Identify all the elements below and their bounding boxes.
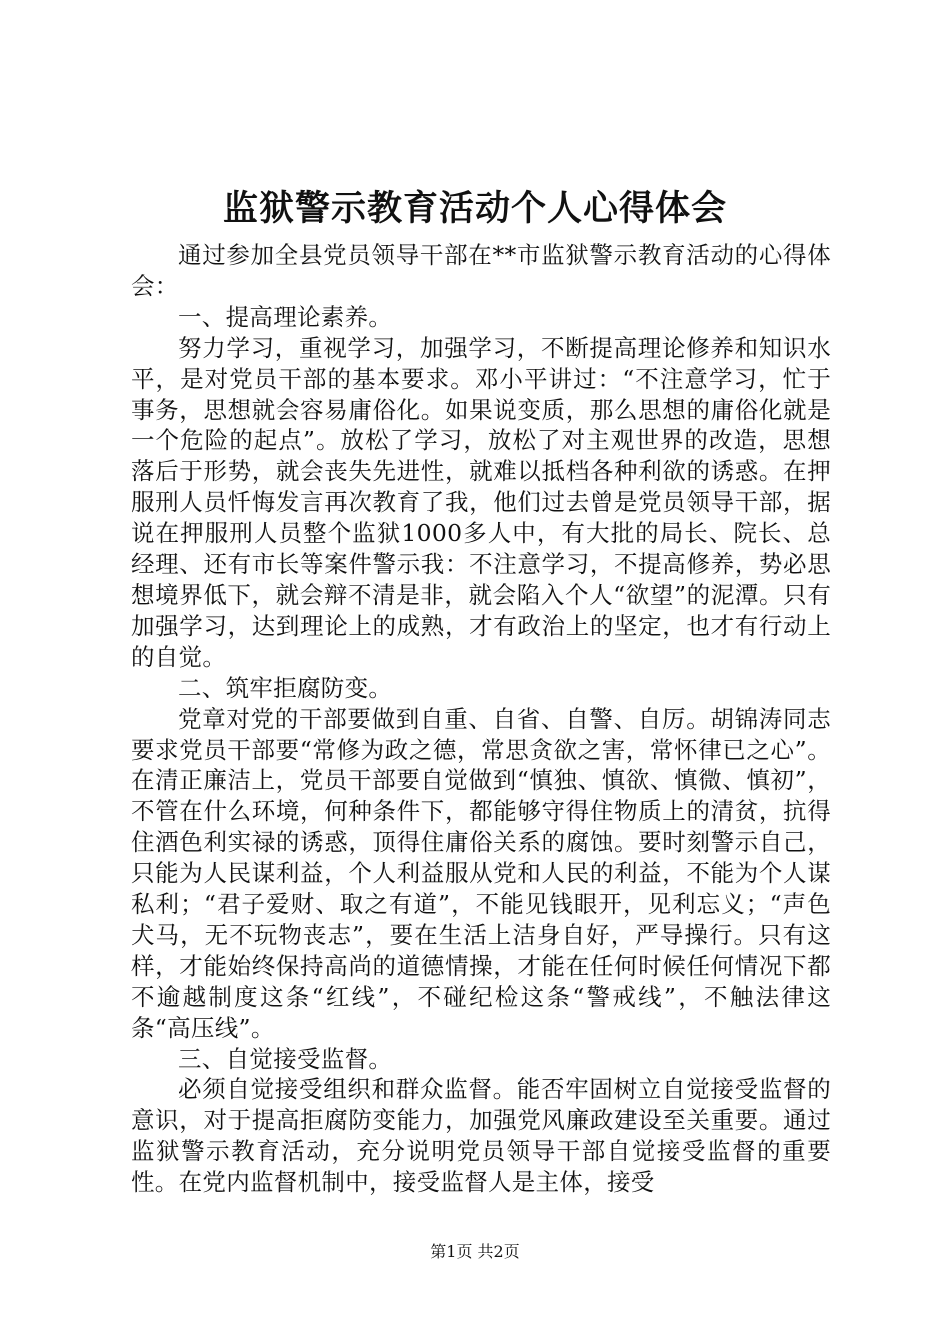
section-heading-1: 一、提高理论素养。 xyxy=(178,302,393,331)
section-heading-3: 三、自觉接受监督。 xyxy=(178,1044,393,1073)
intro-paragraph: 通过参加全县党员领导干部在**市监狱警示教育活动的心得体会： xyxy=(131,241,831,300)
page-footer: 第1页 共2页 xyxy=(430,1242,520,1261)
section-paragraph-1: 努力学习，重视学习，加强学习，不断提高理论修养和知识水平，是对党员干部的基本要求。邓小平讲过：“不注意学习，忙于事务，思想就会容易庸俗化。如果说变质，那么思想的庸俗化就是一个危险的起点”。放松了学习，放松了对主观世界的改造，思想落后于形势，就会丧失先进性，就难以抵档各种利欲的诱惑。在押服刑人员忏悔发言再次教育了我，他们过去曾是党员领导干部，据说在押服刑人员整个监狱1000多人中，有大批的局长、院长、总经理、还有市长等案件警示我：不注意学习，不提高修养，势必思想境界低下，就会辩不清是非，就会陷入个人“欲望”的泥潭。只有加强学习，达到理论上的成熟，才有政治上的坚定，也才有行动上的自觉。 xyxy=(131,333,831,671)
section-paragraph-3: 必须自觉接受组织和群众监督。能否牢固树立自觉接受监督的意识，对于提高拒腐防变能力，加强党风廉政建设至关重要。通过监狱警示教育活动，充分说明党员领导干部自觉接受监督的重要性。在党内监督机制中，接受监督人是主体，接受 xyxy=(131,1075,831,1197)
document-body xyxy=(131,240,831,1198)
section-paragraph-2: 党章对党的干部要做到自重、自省、自警、自厉。胡锦涛同志要求党员干部要“常修为政之德，常思贪欲之害，常怀律已之心”。在清正廉洁上，党员干部要自觉做到“慎独、慎欲、慎微、慎初”，不管在什么环境，何种条件下，都能够守得住物质上的清贫，抗得住酒色利实禄的诱惑，顶得住庸俗关系的腐蚀。要时刻警示自己，只能为人民谋利益，个人利益服从党和人民的利益，不能为个人谋私利；“君子爱财、取之有道”，不能见钱眼开，见利忘义；“声色犬马，无不玩物丧志”，要在生活上洁身自好，严导操行。只有这样，才能始终保持高尚的道德情操，才能在任何时候任何情况下都不逾越制度这条“红线”，不碰纪检这条“警戒线”，不触法律这条“高压线”。 xyxy=(131,704,831,1042)
section-heading-2: 二、筑牢拒腐防变。 xyxy=(178,673,393,702)
document-title: 监狱警示教育活动个人心得体会 xyxy=(222,188,727,229)
